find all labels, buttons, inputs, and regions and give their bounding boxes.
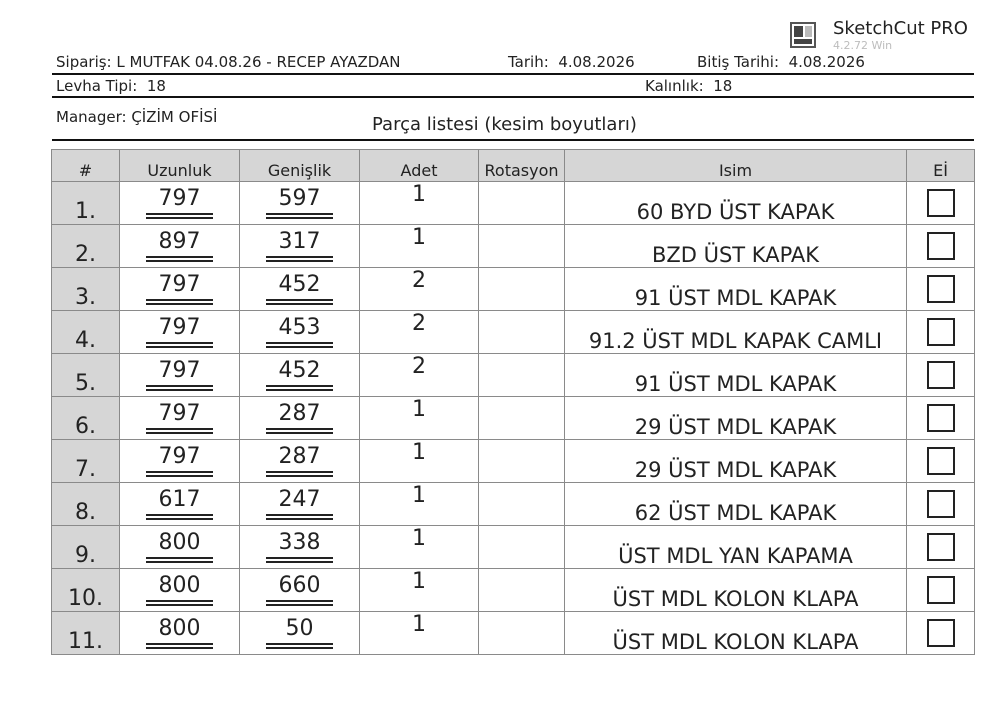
order-value: L MUTFAK 04.08.26 - RECEP AYAZDAN	[116, 53, 401, 71]
length-value: 617	[158, 487, 201, 512]
date-info	[508, 53, 635, 71]
width-value: 287	[278, 444, 321, 469]
width-value: 317	[278, 229, 321, 254]
width-cell	[240, 225, 360, 268]
row-number: 8.	[52, 483, 120, 526]
double-underline	[146, 600, 213, 602]
table-row	[52, 569, 975, 612]
quantity-cell: 2	[360, 354, 479, 397]
col-header-rotation: Rotasyon	[479, 150, 565, 182]
edge-checkbox[interactable]	[927, 275, 955, 303]
part-name-cell: 91.2 ÜST MDL KAPAK CAMLI	[565, 311, 907, 354]
rotation-cell	[479, 182, 565, 225]
thickness-label: Kalınlık:	[645, 77, 704, 95]
col-header-edge: Eİ	[907, 150, 975, 182]
rotation-cell	[479, 483, 565, 526]
double-underline	[146, 303, 213, 305]
manager-info	[56, 108, 217, 126]
length-cell	[120, 612, 240, 655]
edge-checkbox[interactable]	[927, 533, 955, 561]
width-cell	[240, 268, 360, 311]
app-name: SketchCut PRO	[833, 18, 968, 39]
double-underline	[266, 471, 333, 473]
width-value: 338	[278, 530, 321, 555]
row-number: 5.	[52, 354, 120, 397]
edge-checkbox[interactable]	[927, 232, 955, 260]
edge-checkbox[interactable]	[927, 404, 955, 432]
end-date-value: 4.08.2026	[788, 53, 865, 71]
sheet-type-label: Levha Tipi:	[56, 77, 138, 95]
double-underline	[146, 475, 213, 477]
double-underline	[146, 260, 213, 262]
double-underline	[266, 561, 333, 563]
edge-cell	[907, 526, 975, 569]
width-value: 452	[278, 272, 321, 297]
double-underline	[266, 557, 333, 559]
length-value: 800	[158, 616, 201, 641]
width-cell	[240, 311, 360, 354]
length-value: 897	[158, 229, 201, 254]
double-underline	[146, 346, 213, 348]
edge-cell	[907, 268, 975, 311]
table-row	[52, 440, 975, 483]
edge-checkbox[interactable]	[927, 318, 955, 346]
order-label: Sipariş:	[56, 53, 112, 71]
part-name-cell: ÜST MDL KOLON KLAPA	[565, 569, 907, 612]
manager-value: ÇİZİM OFİSİ	[131, 108, 218, 126]
double-underline	[266, 428, 333, 430]
edge-checkbox[interactable]	[927, 619, 955, 647]
double-underline	[266, 389, 333, 391]
double-underline	[266, 260, 333, 262]
double-underline	[266, 299, 333, 301]
rotation-cell	[479, 569, 565, 612]
rotation-cell	[479, 225, 565, 268]
row-number: 11.	[52, 612, 120, 655]
double-underline	[146, 647, 213, 649]
part-name-cell: BZD ÜST KAPAK	[565, 225, 907, 268]
width-value: 597	[278, 186, 321, 211]
double-underline	[146, 217, 213, 219]
edge-cell	[907, 483, 975, 526]
double-underline	[266, 475, 333, 477]
table-header-row	[52, 150, 975, 182]
double-underline	[266, 604, 333, 606]
table-row	[52, 354, 975, 397]
edge-checkbox[interactable]	[927, 490, 955, 518]
length-value: 800	[158, 573, 201, 598]
edge-cell	[907, 311, 975, 354]
double-underline	[146, 256, 213, 258]
row-number: 4.	[52, 311, 120, 354]
length-value: 797	[158, 401, 201, 426]
edge-cell	[907, 612, 975, 655]
quantity-cell: 2	[360, 311, 479, 354]
length-value: 797	[158, 358, 201, 383]
double-underline	[146, 561, 213, 563]
row-number: 2.	[52, 225, 120, 268]
length-cell	[120, 397, 240, 440]
quantity-cell: 1	[360, 225, 479, 268]
manager-label: Manager:	[56, 108, 127, 126]
part-name-cell: 60 BYD ÜST KAPAK	[565, 182, 907, 225]
double-underline	[266, 518, 333, 520]
part-name-cell: 91 ÜST MDL KAPAK	[565, 354, 907, 397]
end-date-info	[697, 53, 865, 71]
table-row	[52, 397, 975, 440]
double-underline	[146, 557, 213, 559]
length-value: 797	[158, 444, 201, 469]
double-underline	[146, 643, 213, 645]
col-header-quantity: Adet	[360, 150, 479, 182]
table-row	[52, 612, 975, 655]
double-underline	[266, 256, 333, 258]
header-divider	[52, 73, 974, 75]
edge-checkbox[interactable]	[927, 576, 955, 604]
edge-cell	[907, 354, 975, 397]
width-value: 453	[278, 315, 321, 340]
double-underline	[266, 346, 333, 348]
quantity-cell: 1	[360, 440, 479, 483]
edge-cell	[907, 182, 975, 225]
length-cell	[120, 268, 240, 311]
length-value: 797	[158, 315, 201, 340]
edge-checkbox[interactable]	[927, 361, 955, 389]
double-underline	[146, 389, 213, 391]
col-header-width: Genişlik	[240, 150, 360, 182]
quantity-cell: 1	[360, 569, 479, 612]
width-cell	[240, 483, 360, 526]
table-row	[52, 225, 975, 268]
double-underline	[146, 514, 213, 516]
length-cell	[120, 311, 240, 354]
quantity-cell: 2	[360, 268, 479, 311]
rotation-cell	[479, 311, 565, 354]
thickness-value: 18	[713, 77, 733, 95]
rotation-cell	[479, 440, 565, 483]
quantity-cell: 1	[360, 397, 479, 440]
length-cell	[120, 354, 240, 397]
double-underline	[146, 299, 213, 301]
quantity-cell: 1	[360, 483, 479, 526]
edge-cell	[907, 225, 975, 268]
width-cell	[240, 440, 360, 483]
rotation-cell	[479, 354, 565, 397]
length-cell	[120, 182, 240, 225]
edge-checkbox[interactable]	[927, 447, 955, 475]
length-cell	[120, 569, 240, 612]
sheet-type-value: 18	[146, 77, 166, 95]
length-value: 800	[158, 530, 201, 555]
rotation-cell	[479, 612, 565, 655]
date-value: 4.08.2026	[558, 53, 635, 71]
part-name-cell: 62 ÜST MDL KAPAK	[565, 483, 907, 526]
table-row	[52, 483, 975, 526]
length-value: 797	[158, 272, 201, 297]
header-divider	[52, 139, 974, 141]
table-row	[52, 526, 975, 569]
double-underline	[266, 432, 333, 434]
edge-cell	[907, 569, 975, 612]
sheet-type-info	[56, 77, 166, 95]
width-value: 287	[278, 401, 321, 426]
table-row	[52, 182, 975, 225]
double-underline	[146, 428, 213, 430]
double-underline	[266, 647, 333, 649]
width-value: 452	[278, 358, 321, 383]
double-underline	[146, 471, 213, 473]
edge-cell	[907, 397, 975, 440]
row-number: 10.	[52, 569, 120, 612]
end-date-label: Bitiş Tarihi:	[697, 53, 780, 71]
rotation-cell	[479, 268, 565, 311]
rotation-cell	[479, 397, 565, 440]
width-value: 247	[278, 487, 321, 512]
double-underline	[266, 342, 333, 344]
row-number: 1.	[52, 182, 120, 225]
order-info	[56, 53, 401, 71]
sketchcut-logo-icon	[790, 22, 816, 48]
width-value: 660	[278, 573, 321, 598]
quantity-cell: 1	[360, 182, 479, 225]
double-underline	[266, 643, 333, 645]
part-name-cell: ÜST MDL YAN KAPAMA	[565, 526, 907, 569]
width-value: 50	[285, 616, 314, 641]
length-cell	[120, 526, 240, 569]
page-title: Parça listesi (kesim boyutları)	[372, 114, 637, 135]
quantity-cell: 1	[360, 612, 479, 655]
part-name-cell: ÜST MDL KOLON KLAPA	[565, 612, 907, 655]
double-underline	[146, 213, 213, 215]
width-cell	[240, 612, 360, 655]
width-cell	[240, 182, 360, 225]
width-cell	[240, 569, 360, 612]
thickness-info	[645, 77, 732, 95]
parts-table	[51, 149, 975, 655]
table-row	[52, 311, 975, 354]
length-cell	[120, 225, 240, 268]
part-name-cell: 29 ÜST MDL KAPAK	[565, 397, 907, 440]
double-underline	[266, 303, 333, 305]
edge-cell	[907, 440, 975, 483]
double-underline	[266, 600, 333, 602]
double-underline	[146, 604, 213, 606]
col-header-number: #	[52, 150, 120, 182]
double-underline	[266, 213, 333, 215]
row-number: 6.	[52, 397, 120, 440]
width-cell	[240, 526, 360, 569]
row-number: 3.	[52, 268, 120, 311]
part-name-cell: 91 ÜST MDL KAPAK	[565, 268, 907, 311]
app-version: 4.2.72 Win	[833, 39, 893, 52]
date-label: Tarih:	[508, 53, 549, 71]
width-cell	[240, 397, 360, 440]
double-underline	[266, 217, 333, 219]
length-value: 797	[158, 186, 201, 211]
quantity-cell: 1	[360, 526, 479, 569]
part-name-cell: 29 ÜST MDL KAPAK	[565, 440, 907, 483]
edge-checkbox[interactable]	[927, 189, 955, 217]
header-divider	[52, 96, 974, 98]
rotation-cell	[479, 526, 565, 569]
width-cell	[240, 354, 360, 397]
double-underline	[266, 514, 333, 516]
double-underline	[146, 385, 213, 387]
length-cell	[120, 440, 240, 483]
double-underline	[146, 518, 213, 520]
double-underline	[146, 432, 213, 434]
col-header-length: Uzunluk	[120, 150, 240, 182]
double-underline	[146, 342, 213, 344]
table-row	[52, 268, 975, 311]
row-number: 7.	[52, 440, 120, 483]
double-underline	[266, 385, 333, 387]
col-header-name: Isim	[565, 150, 907, 182]
length-cell	[120, 483, 240, 526]
row-number: 9.	[52, 526, 120, 569]
